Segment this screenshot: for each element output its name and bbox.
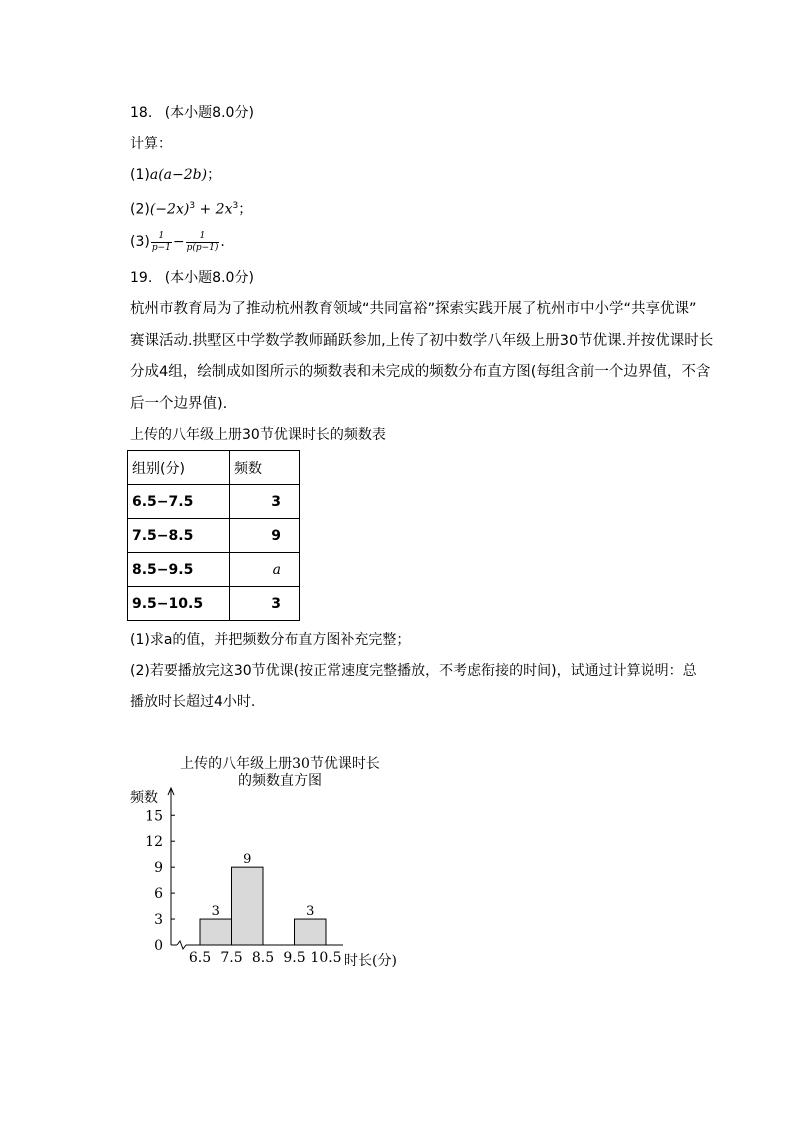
table-cell-frequency: 3 <box>230 485 300 519</box>
x-tick-label: 8.5 <box>251 950 275 966</box>
y-tick-label: 15 <box>145 808 163 825</box>
q18-item3-prefix: (3) <box>130 234 150 250</box>
chart-title-line-1: 上传的八年级上册30节优课时长 <box>180 756 380 772</box>
table-row <box>128 519 300 553</box>
y-tick-label: 12 <box>145 834 163 851</box>
q18-item3 <box>130 229 225 255</box>
table-row <box>128 587 300 621</box>
bar-value-label: 9 <box>243 852 252 868</box>
q19-paragraph-line-1: 杭州市教育局为了推动杭州教育领域“共同富裕”探索实践开展了杭州市中小学“共享优课” <box>130 301 697 317</box>
q19-task-2-line-1: (2)若要播放完这30节优课(按正常速度完整播放，不考虑衔接的时间)，试通过计算说明：总 <box>130 663 697 679</box>
table-row <box>128 553 300 587</box>
fraction-1-numerator: 1 <box>151 231 172 243</box>
q18-item2-expr-b: + 2x <box>195 201 233 218</box>
q19-paragraph-line-4: 后一个边界值). <box>130 396 228 412</box>
q19-paragraph-line-3: 分成4组，绘制成如图所示的频数表和未完成的频数分布直方图(每组含前一个边界值，不含 <box>130 364 711 380</box>
x-axis-label: 时长(分) <box>344 953 397 969</box>
table-cell-frequency: 3 <box>230 587 300 621</box>
table-cell-group: 6.5−7.5 <box>128 485 230 519</box>
q18-item2-suffix: ； <box>238 201 253 218</box>
q18-item1-expr: a(a−2b) <box>149 167 208 183</box>
x-axis-break-mark <box>177 941 186 949</box>
q19-score: (本小题8.0分) <box>164 270 254 286</box>
histogram-bar <box>200 919 232 945</box>
table-cell-group: 9.5−10.5 <box>128 587 230 621</box>
y-tick-label: 0 <box>154 938 163 954</box>
bar-value-label: 3 <box>211 904 220 920</box>
table-header-row <box>128 451 300 485</box>
x-tick-label: 7.5 <box>220 950 243 966</box>
table-cell-frequency: a <box>230 553 300 587</box>
q19-header <box>130 268 254 288</box>
q19-number: 19. <box>130 270 153 286</box>
table-header-frequency: 频数 <box>230 451 300 485</box>
chart-title-line-2: 的频数直方图 <box>238 773 322 789</box>
fraction-1 <box>151 231 172 254</box>
q18-score: (本小题8.0分) <box>164 105 254 121</box>
q18-item1-suffix: ； <box>207 167 222 183</box>
q18-item2-prefix: (2) <box>130 201 150 218</box>
q18-item2 <box>130 196 252 220</box>
y-tick-label: 9 <box>154 860 163 877</box>
q19-paragraph-line-2: 赛课活动.拱墅区中学数学教师踊跃参加,上传了初中数学八年级上册30节优课.并按优课时长 <box>130 333 714 349</box>
plot-area <box>145 788 343 966</box>
q18-item3-suffix: . <box>220 234 225 250</box>
q19-task-1: (1)求a的值，并把频数分布直方图补充完整； <box>130 632 411 648</box>
fraction-2-denominator: p(p−1) <box>186 242 219 253</box>
q18-instruction: 计算： <box>130 136 172 152</box>
y-tick-label: 6 <box>154 886 163 903</box>
frequency-table <box>127 450 300 621</box>
table-header-group: 组别(分) <box>128 451 230 485</box>
q19-task-2-line-2: 播放时长超过4小时. <box>130 694 256 710</box>
x-tick-label: 6.5 <box>188 950 212 966</box>
q18-item1-prefix: (1) <box>130 167 150 183</box>
y-tick-label: 3 <box>154 912 163 929</box>
q18-item2-expr-a: (−2x) <box>149 201 190 218</box>
fraction-2-numerator: 1 <box>186 231 220 243</box>
q18-item3-minus: − <box>172 234 185 250</box>
q18-number: 18. <box>130 105 153 121</box>
table-title: 上传的八年级上册30节优课时长的频数表 <box>130 427 386 443</box>
y-axis-label: 频数 <box>130 790 158 806</box>
x-tick-label: 9.5 <box>283 950 306 966</box>
table-row <box>128 485 300 519</box>
frequency-histogram <box>110 748 430 973</box>
q18-item2-exp-b: 3 <box>232 201 239 211</box>
table-cell-frequency: 9 <box>230 519 300 553</box>
q18-header <box>130 103 254 123</box>
histogram-bar <box>232 867 264 945</box>
bar-value-label: 3 <box>306 904 315 920</box>
table-cell-group: 8.5−9.5 <box>128 553 230 587</box>
q18-item1 <box>130 165 221 185</box>
q18-item2-exp-a: 3 <box>189 201 196 211</box>
histogram-bar <box>295 919 327 945</box>
x-tick-label: 10.5 <box>310 950 342 966</box>
fraction-2 <box>186 231 220 254</box>
fraction-1-denominator: p−1 <box>151 242 171 253</box>
table-cell-group: 7.5−8.5 <box>128 519 230 553</box>
